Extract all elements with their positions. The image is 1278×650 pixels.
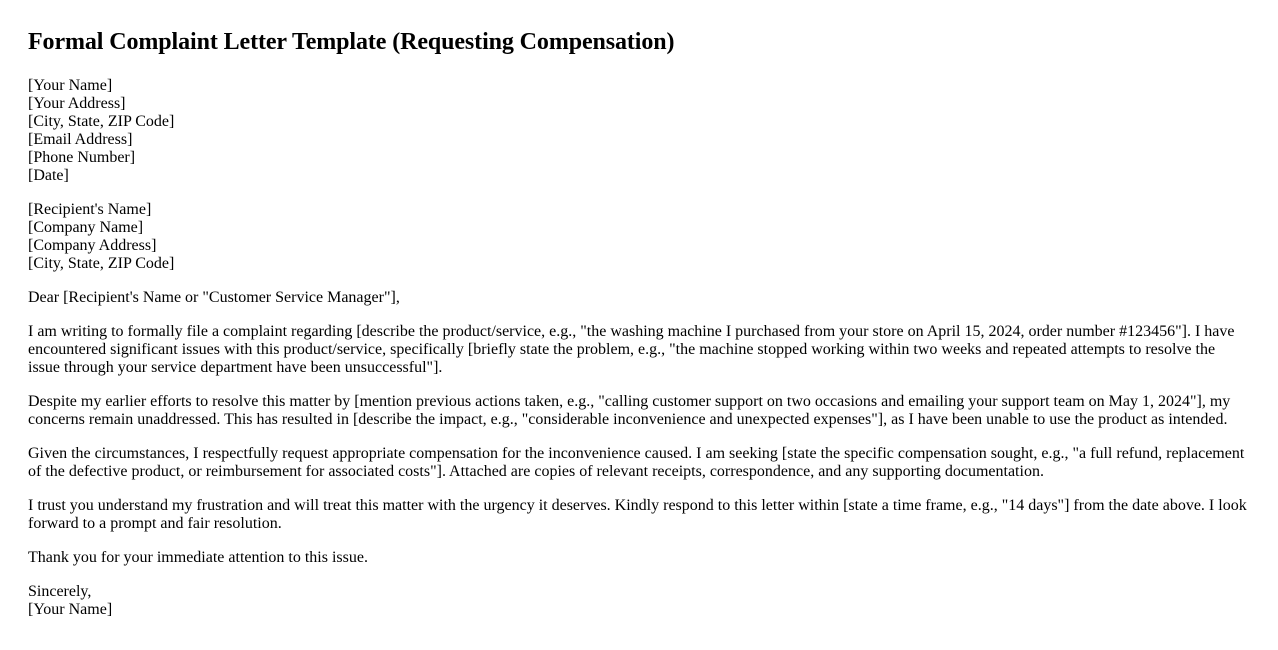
closing-block bbox=[28, 583, 1250, 619]
sender-name: [Your Name] bbox=[28, 77, 113, 94]
page-title: Formal Complaint Letter Template (Requesting Compensation) bbox=[28, 29, 675, 55]
recipient-address: [Company Address] bbox=[28, 237, 157, 254]
body-paragraph: Thank you for your immediate attention to this issue. bbox=[28, 549, 368, 566]
recipient-city-state-zip: [City, State, ZIP Code] bbox=[28, 255, 175, 272]
body-paragraph: Given the circumstances, I respectfully request appropriate compensation for the inconvenience caused. I am seeking [state the specific compensation sought, e.g., "a full refund, replacement of the defective product, or reimbursement for associated costs"]. Attached are copies of relevant receipts, correspondence, and any supporting documentation. bbox=[28, 445, 1245, 480]
sender-city-state-zip: [City, State, ZIP Code] bbox=[28, 113, 175, 130]
sender-block bbox=[28, 77, 1250, 185]
body-paragraph: I trust you understand my frustration and will treat this matter with the urgency it deserves. Kindly respond to this letter within [state a time frame, e.g., "14 days"] from the date above. I look forward to a prompt and fair resolution. bbox=[28, 497, 1247, 532]
recipient-company: [Company Name] bbox=[28, 219, 144, 236]
sender-email: [Email Address] bbox=[28, 131, 133, 148]
recipient-block bbox=[28, 201, 1250, 273]
recipient-name: [Recipient's Name] bbox=[28, 201, 152, 218]
salutation: Dear [Recipient's Name or "Customer Service Manager"], bbox=[28, 289, 400, 306]
sender-phone: [Phone Number] bbox=[28, 149, 136, 166]
letter-date: [Date] bbox=[28, 167, 69, 184]
valediction: Sincerely, bbox=[28, 583, 92, 600]
sender-address: [Your Address] bbox=[28, 95, 126, 112]
signature-name: [Your Name] bbox=[28, 601, 113, 618]
body-paragraph: I am writing to formally file a complaint regarding [describe the product/service, e.g., "the washing machine I purchased from your store on April 15, 2024, order number #123456"]. I have encountered significant issues with this product/service, specifically [briefly state the problem, e.g., "the machine stopped working within two weeks and repeated attempts to resolve the issue through your service department have been unsuccessful"]. bbox=[28, 323, 1235, 376]
body-paragraph: Despite my earlier efforts to resolve this matter by [mention previous actions taken, e.g., "calling customer support on two occasions and emailing your support team on May 1, 2024"], my concerns remain unaddressed. This has resulted in [describe the impact, e.g., "considerable inconvenience and unexpected expenses"], as I have been unable to use the product as intended. bbox=[28, 393, 1231, 428]
